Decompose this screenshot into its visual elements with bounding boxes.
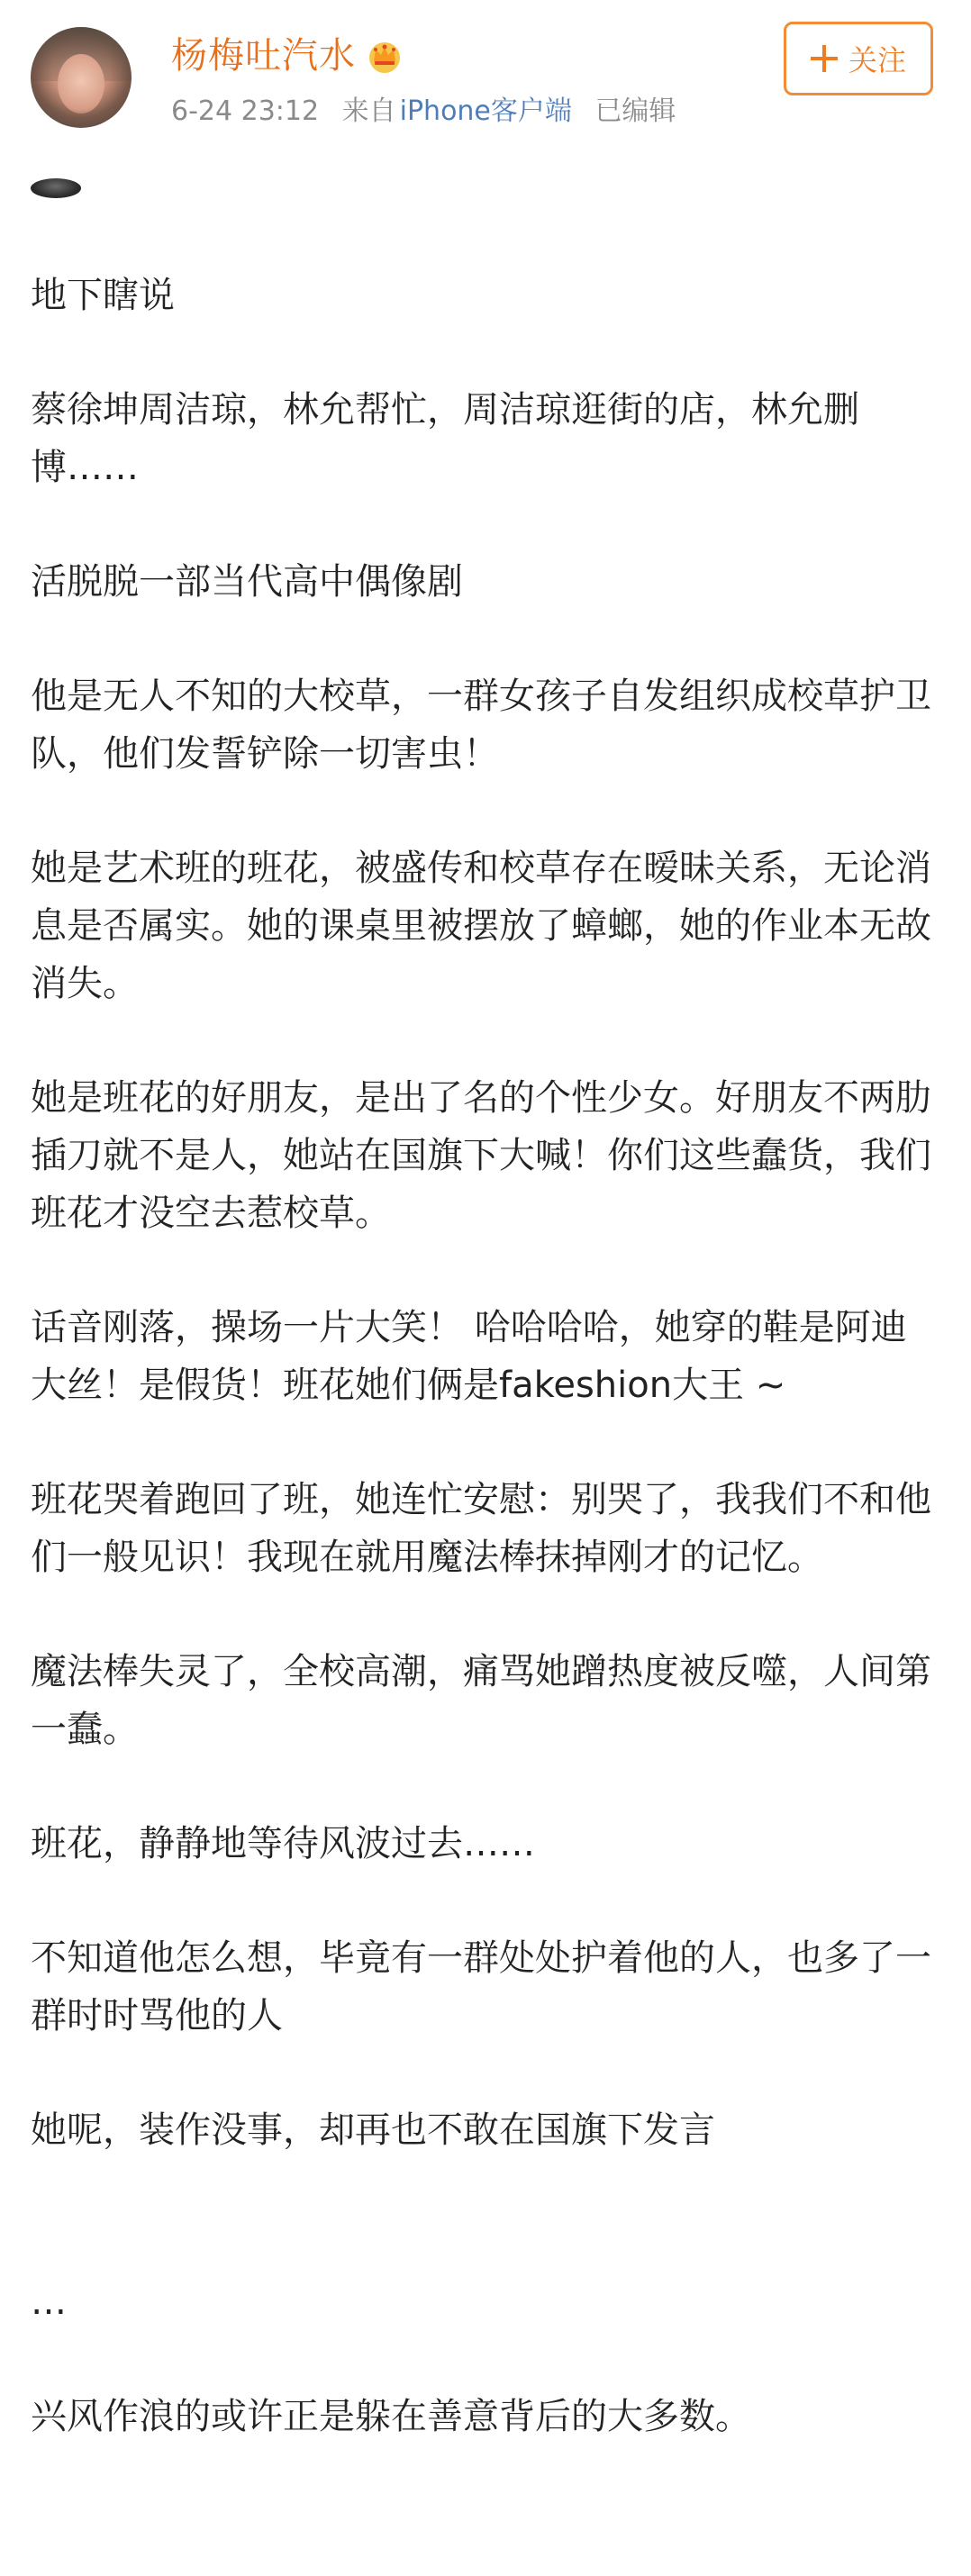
post-paragraph: 蔡徐坤周洁琼，林允帮忙，周洁琼逛街的店，林允删博……: [31, 389, 859, 488]
post-paragraph: 地下瞎说: [31, 275, 175, 316]
source-prefix: 来自: [341, 95, 396, 127]
post-paragraph: 班花哭着跑回了班，她连忙安慰：别哭了，我我们不和他们一般见识！我现在就用魔法棒抹掉刚才的记忆。: [31, 1479, 931, 1578]
avatar-face: [58, 54, 104, 113]
user-name-row: [171, 29, 404, 83]
post-paragraph: 活脱脱一部当代高中偶像剧: [31, 561, 463, 603]
post-paragraph: 话音刚落，操场一片大笑！ 哈哈哈哈，她穿的鞋是阿迪大丝！是假货！班花她们俩是fakeshion大王 ~: [31, 1307, 907, 1406]
post-paragraph: …: [31, 2281, 67, 2323]
post-content: [31, 267, 940, 2502]
avatar[interactable]: [31, 27, 132, 128]
post-paragraph: 她是班花的好朋友，是出了名的个性少女。好朋友不两肋插刀就不是人，她站在国旗下大喊！你们这些蠢货，我们班花才没空去惹校草。: [31, 1077, 931, 1234]
source-client-link[interactable]: iPhone客户端: [399, 95, 572, 127]
post-paragraph: 兴风作浪的或许正是躲在善意背后的大多数。: [31, 2396, 751, 2437]
follow-button[interactable]: [784, 22, 933, 95]
post-paragraph: 她是艺术班的班花，被盛传和校草存在暧昧关系，无论消息是否属实。她的课桌里被摆放了蟑螂，她的作业本无故消失。: [31, 848, 931, 1004]
post-paragraph: 不知道他怎么想，毕竟有一群处处护着他的人，也多了一群时时骂他的人: [31, 1937, 931, 2036]
edited-label[interactable]: 已编辑: [594, 95, 676, 127]
post-time: 6-24 23:12: [171, 95, 320, 127]
post-meta: [171, 92, 676, 132]
post-paragraph: 魔法棒失灵了，全校高潮，痛骂她蹭热度被反噬，人间第一蠢。: [31, 1651, 931, 1750]
post-paragraph: 班花，静静地等待风波过去……: [31, 1823, 535, 1864]
plus-icon: [811, 45, 838, 72]
post-paragraph: 他是无人不知的大校草，一群女孩子自发组织成校草护卫队，他们发誓铲除一切害虫！: [31, 676, 931, 775]
crown-icon: [365, 36, 404, 76]
user-name[interactable]: 杨梅吐汽水: [171, 35, 356, 77]
follow-label: 关注: [848, 43, 906, 77]
post-header: [0, 0, 971, 153]
post-paragraph: 她呢，装作没事，却再也不敢在国旗下发言: [31, 2109, 715, 2151]
emoji-blob-icon: [31, 178, 81, 198]
